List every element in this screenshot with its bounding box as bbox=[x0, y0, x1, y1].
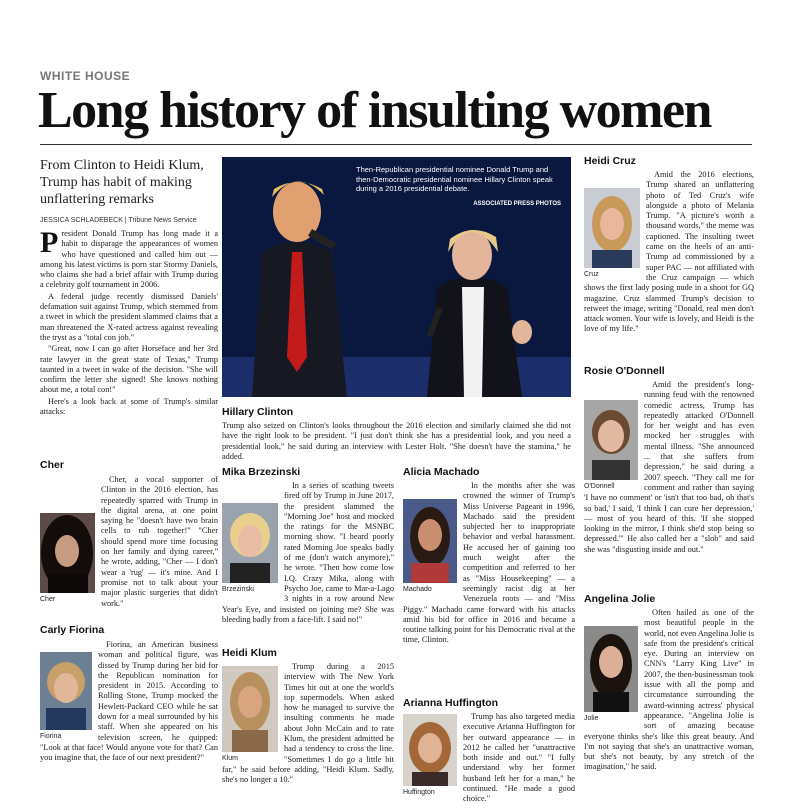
section-head: Arianna Huffington bbox=[403, 697, 499, 709]
photo-caption: Huffington bbox=[403, 789, 435, 797]
photo-klum bbox=[222, 666, 278, 762]
photo-caption: Jolie bbox=[584, 715, 599, 723]
photo-odonnell bbox=[584, 400, 638, 490]
photo-fiorina bbox=[40, 652, 92, 740]
section-huffington: Arianna Huffington Huffington Trump has also targeted media executive Arianna Huffington for her outward appearance — in 2012 he called her "unattractive both inside and out." "I fully understand why her former husband left her for a man," he continued. "He made a good choice." bbox=[403, 697, 575, 804]
main-photo bbox=[222, 157, 571, 397]
portrait-fiorina-image bbox=[40, 652, 92, 730]
section-kicker: WHITE HOUSE bbox=[40, 69, 131, 83]
section-head: Cher bbox=[40, 459, 64, 471]
portrait-huffington-image bbox=[403, 714, 457, 786]
deck: From Clinton to Heidi Klum, Trump has habit of making unflattering remarks bbox=[40, 158, 204, 207]
photo-caption: Machado bbox=[403, 586, 432, 594]
section-head: Carly Fiorina bbox=[40, 624, 105, 636]
photo-caption-main: Then-Republican presidential nominee Donald Trump and then-Democratic presidential nominee Hillary Clinton speak during a 2016 presidential debate. bbox=[356, 165, 553, 193]
photo-caption: Klum bbox=[222, 755, 238, 763]
portrait-cruz-image bbox=[584, 188, 640, 268]
photo-credit: ASSOCIATED PRESS PHOTOS bbox=[473, 201, 561, 207]
portrait-brzezinski-image bbox=[222, 503, 278, 583]
photo-caption: Fiorina bbox=[40, 733, 62, 741]
section-jolie: Angelina Jolie Jolie Often hailed as one of the most beautiful people in the world, not even Angelina Jolie is safe from the president's critical eye. During an interview on CNN's "Larry King Live" in 2007, the then-businessman took issue with all the pomp and circumstance surrounding the award-winning actress' physical appearance. "Angelina Jolie is sort of amazing because everyone thinks she's like this great beauty. And I'm not saying that she's an unattractive woman, but she's not beauty, by any stretch of the imagination," he said. bbox=[584, 593, 754, 772]
intro-text: President Donald Trump has long made it a habit to disparage the appearances of women who have questioned and called him out — among his latest victims is porn star Stormy Daniels, who claims she had a brief affair with Trump during a celebrity golf tournament in 2006. A federal judge recently dismissed Daniels' defamation suit against Trump, which stemmed from a tweet in which the president slammed claims that a man threatened the X-rated actress against revealing the tryst as a "total con job." "Great, now I can go after Horseface and her 3rd rate lawyer in the great state of Texas," Trump taunted in a tweet in wake of the decision. "She will confirm the letter she signed! She knows nothing about me, a total con!" Here's a look back at some of Trump's similar attacks: bbox=[40, 226, 218, 417]
photo-caption: Cruz bbox=[584, 271, 599, 279]
section-cher: Cher Cher Cher, a vocal supporter of Clinton in the 2016 election, has repeatedly sparred with Trump in the digital arena, at one point saying he "doesn't have two brain cells to rub together!" "Cher should spend more time focusing on her family and dying career," he wrote, adding, "Cher — I don't wear a 'rug' — it's mine. And I promise not to talk about your major plastic surgeries that didn't work." bbox=[40, 459, 218, 608]
photo-caption: O'Donnell bbox=[584, 483, 615, 491]
portrait-cher-image bbox=[40, 513, 95, 593]
headline-rule bbox=[40, 144, 752, 145]
section-head: Alicia Machado bbox=[403, 466, 480, 478]
photo-cher bbox=[40, 513, 95, 603]
section-head: Angelina Jolie bbox=[584, 593, 656, 605]
photo-cruz bbox=[584, 188, 640, 278]
dropcap: P bbox=[40, 226, 59, 259]
byline: JESSICA SCHLADEBECK | Tribune News Service bbox=[40, 217, 197, 224]
section-head: Hillary Clinton bbox=[222, 406, 294, 418]
photo-huffington bbox=[403, 714, 457, 796]
photo-caption: Cher bbox=[40, 596, 56, 604]
section-head: Mika Brzezinski bbox=[222, 466, 301, 478]
section-odonnell: Rosie O'Donnell O'Donnell Amid the president's long-running feud with the renowned comedic actress, Trump has repeatedly attacked O'Donnell for her weight and has even mocked her struggles with mental illness. "She announced ... that she suffers from depression," he said during a 2007 speech. "They call me for comment and rather than saying 'I have no comment' or 'isn't that too bad, oh that's so bad,' I said, 'I think I can cure her depression,' — most of you heard of this. 'If she stopped looking in the mirror, I think she'd stop being so depressed.'" He also called her a "slob" and said she was "disgusting inside and out." bbox=[584, 365, 754, 554]
section-cruz: Heidi Cruz Cruz Amid the 2016 elections, Trump shared an unflattering photo of Ted Cruz's wife alongside a photo of Melania Trump. "A picture's worth a thousand words," the meme was captioned. The insulting tweet came on the heels of an anti-Trump ad commissioned by a super PAC — not affiliated with the Cruz campaign — which shows the first lady posing nude in a shoot for GQ magazine. Cruz slammed Trump's decision to retweet the image, writing "Donald, real men don't attack women. Your wife is lovely, and Heidi is the love of my life." bbox=[584, 155, 754, 334]
photo-brzezinski bbox=[222, 503, 278, 593]
headline: Long history of insulting women bbox=[38, 82, 711, 139]
section-head: Rosie O'Donnell bbox=[584, 365, 665, 377]
section-brzezinski: Mika Brzezinski Brzezinski In a series of scathing tweets fired off by Trump in June 2017, the president slammed the "Morning Joe" host and mocked the ratings for the MSNBC morning show. "I heard poorly rated Morning Joe speaks badly of me (don't watch anymore)," he wrote. "Then how come low I.Q. Crazy Mika, along with Psycho Joe, came to Mar-a-Lago 3 nights in a row around New Year's Eve, and insisted on joining me? She was bleeding badly from a face-lift. I said no!" bbox=[222, 466, 394, 624]
photo-caption: Brzezinski bbox=[222, 586, 254, 594]
section-head: Heidi Klum bbox=[222, 647, 277, 659]
portrait-machado-image bbox=[403, 499, 457, 583]
portrait-klum-image bbox=[222, 666, 278, 752]
section-machado: Alicia Machado Machado In the months after she was crowned the winner of Trump's Miss Universe Pageant in 1996, Machado said the president subjected her to inappropriate behavior and verbal harassment. He accused her of gaining too much weight after the competition and referred to her as "Miss Housekeeping" — a seemingly racist dig at her Venezuela roots — and "Miss Piggy." Machado came forward with his attacks amid his bid for office in 2016 and became a routine talking point for his Democratic rival at the time, Clinton. bbox=[403, 466, 575, 645]
section-fiorina: Carly Fiorina Fiorina Fiorina, an American business woman and political figure, was dissed by Trump during her bid for the Republican nomination for president in 2015. According to Rolling Stone, Trump mocked the Hewlett-Packard CEO while he sat down for a meal surrounded by his staff. When she appeared on his television screen, he quipped: "Look at that face! Would anyone vote for that? Can you imagine that, the face of our next president?" bbox=[40, 624, 218, 763]
portrait-jolie-image bbox=[584, 626, 638, 712]
section-head: Heidi Cruz bbox=[584, 155, 636, 167]
section-klum: Heidi Klum Klum Trump during a 2015 interview with The New York Times hit out at one the world's top supermodels. When asked how he managed to survive the insulting comments he made about John McCain and to rate Klum, the president admitted he had a tendency to cross the line. "Sometimes I do go a little bit far," he said before adding, "Heidi Klum. Sadly, she's no longer a 10." bbox=[222, 647, 394, 785]
portrait-odonnell-image bbox=[584, 400, 638, 480]
photo-machado bbox=[403, 499, 457, 593]
section-clinton: Hillary Clinton Trump also seized on Clinton's looks throughout the 2016 election and similarly claimed she did not have the right look to be president. "I just don't think she has a presidential look, and you need a presidential look," he said during an interview with Lester Holt. "She doesn't have the stamina," he added. bbox=[222, 406, 571, 461]
photo-jolie bbox=[584, 626, 638, 722]
